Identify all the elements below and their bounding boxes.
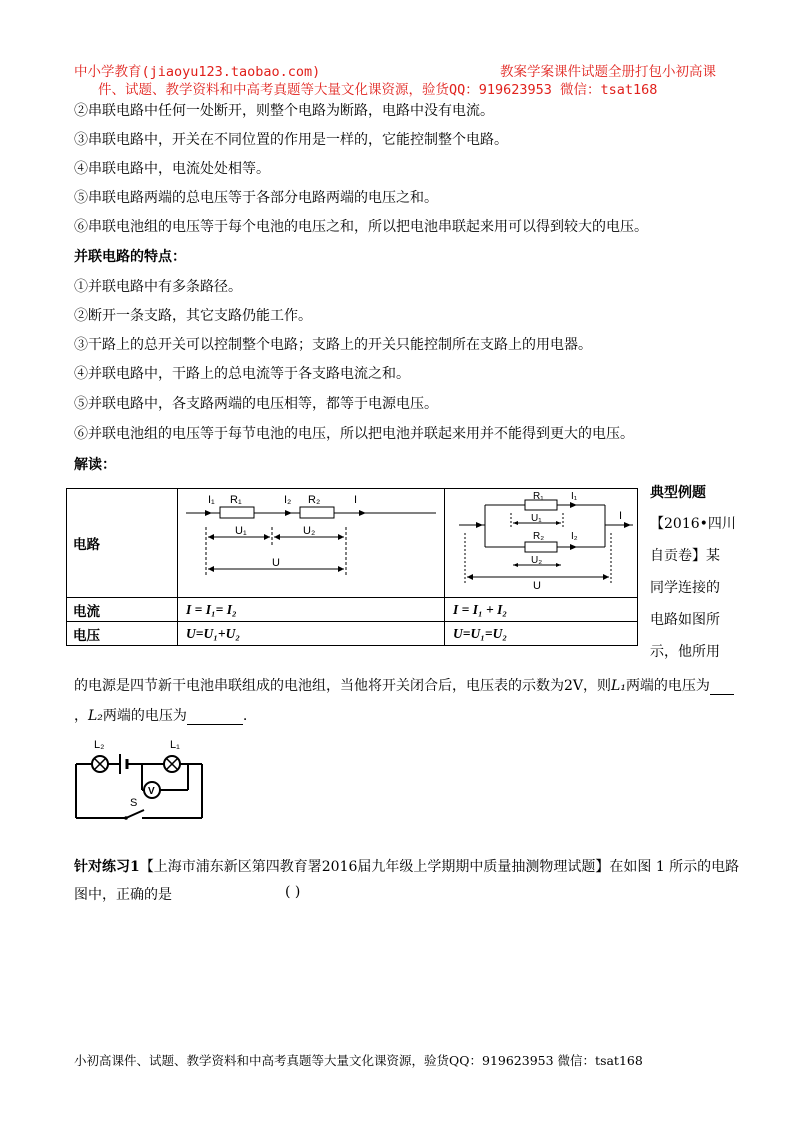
header-right: 教案学案课件试题全册打包小初高课	[500, 64, 716, 80]
comparison-table	[66, 488, 638, 646]
label-U: U	[533, 580, 541, 592]
label-I: I	[619, 510, 623, 522]
label-U: U	[272, 557, 280, 569]
example-title: 典型例题	[650, 485, 706, 501]
label-R2: R₂	[533, 531, 545, 542]
parallel-item: ③干路上的总开关可以控制整个电路；支路上的开关只能控制所在支路上的用电器。	[74, 337, 592, 353]
label-L2: L₂	[94, 739, 105, 751]
answer-blank-1[interactable]	[710, 678, 734, 695]
answer-blank-2[interactable]	[187, 708, 243, 725]
parallel-item: ②断开一条支路，其它支路仍能工作。	[74, 308, 312, 324]
series-item: ⑥串联电池组的电压等于每个电池的电压之和，所以把电池串联起来用可以得到较大的电压。	[74, 219, 648, 235]
practice-line-1: 针对练习1【上海市浦东新区第四教育署2016届九年级上学期期中质量抽测物理试题】在如图 1 所示的电路	[74, 859, 740, 875]
label-R1: R₁	[230, 494, 242, 506]
parallel-circuit-cell	[445, 489, 638, 598]
parallel-heading: 并联电路的特点：	[74, 249, 186, 265]
example-side-line: 自贡卷】某	[650, 548, 720, 564]
label-U1: U₁	[531, 513, 542, 524]
parallel-current-formula: I = I₁ + I₂	[445, 598, 638, 622]
jiedu-heading: 解读：	[74, 457, 116, 473]
series-current-formula: I = I₁= I₂	[178, 598, 445, 622]
parallel-item: ⑤并联电路中，各支路两端的电压相等，都等于电源电压。	[74, 396, 438, 412]
series-voltage-formula: U=U₁+U₂	[178, 622, 445, 646]
example-circuit-diagram	[70, 734, 210, 830]
symbol-L1: L₁	[611, 678, 626, 694]
label-I2: I₂	[284, 494, 292, 506]
label-U2: U₂	[303, 525, 316, 537]
practice-line-2: 图中，正确的是	[74, 887, 172, 903]
series-item: ②串联电路中任何一处断开，则整个电路为断路，电路中没有电流。	[74, 103, 494, 119]
practice-answer-paren[interactable]: ( )	[285, 884, 301, 900]
label-I1: I₁	[208, 494, 215, 506]
series-item: ③串联电路中，开关在不同位置的作用是一样的，它能控制整个电路。	[74, 132, 508, 148]
header-line2: 件、试题、教学资料和中高考真题等大量文化课资源，验货QQ：919623953 微信：tsat168	[98, 82, 658, 98]
series-circuit-cell	[178, 489, 445, 598]
label-I2: I₂	[571, 531, 578, 542]
label-I: I	[354, 494, 358, 506]
label-R1: R₁	[533, 491, 544, 502]
label-U2: U₂	[531, 555, 543, 566]
label-S: S	[130, 797, 138, 809]
parallel-circuit-diagram	[445, 489, 637, 593]
symbol-L2: L₂	[88, 708, 103, 724]
parallel-item: ⑥并联电池组的电压等于每节电池的电压，所以把电池并联起来用并不能得到更大的电压。	[74, 426, 634, 442]
label-U1: U₁	[235, 525, 247, 537]
example-question-line-b: ，L₂两端的电压为 .	[74, 708, 248, 724]
example-side-line: 同学连接的	[650, 580, 720, 596]
example-side-line: 电路如图所	[650, 612, 720, 628]
header-left: 中小学教育(jiaoyu123.taobao.com)	[74, 64, 321, 80]
example-side-line: 【2016•四川	[650, 516, 736, 532]
parallel-item: ④并联电路中，干路上的总电流等于各支路电流之和。	[74, 366, 410, 382]
label-I1: I₁	[571, 491, 578, 502]
example-side-line: 示，他所用	[650, 644, 720, 660]
parallel-item: ①并联电路中有多条路径。	[74, 279, 242, 295]
label-R2: R₂	[308, 494, 321, 506]
series-item: ⑤串联电路两端的总电压等于各部分电路两端的电压之和。	[74, 190, 438, 206]
row-label-voltage: 电压	[67, 622, 178, 646]
footer: 小初高课件、试题、教学资料和中高考真题等大量文化课资源，验货QQ：919623953 微信：tsat168	[74, 1053, 643, 1068]
series-circuit-diagram	[178, 489, 444, 593]
label-L1: L₁	[170, 739, 180, 751]
row-label-circuit: 电路	[67, 489, 178, 598]
example-question-line-a: 的电源是四节新干电池串联组成的电池组，当他将开关闭合后，电压表的示数为2V，则L₁两端的电压为	[74, 675, 734, 695]
series-item: ④串联电路中，电流处处相等。	[74, 161, 270, 177]
parallel-voltage-formula: U=U₁=U₂	[445, 622, 638, 646]
row-label-current: 电流	[67, 598, 178, 622]
label-V: V	[148, 786, 155, 797]
practice-label: 针对练习1	[74, 859, 140, 875]
